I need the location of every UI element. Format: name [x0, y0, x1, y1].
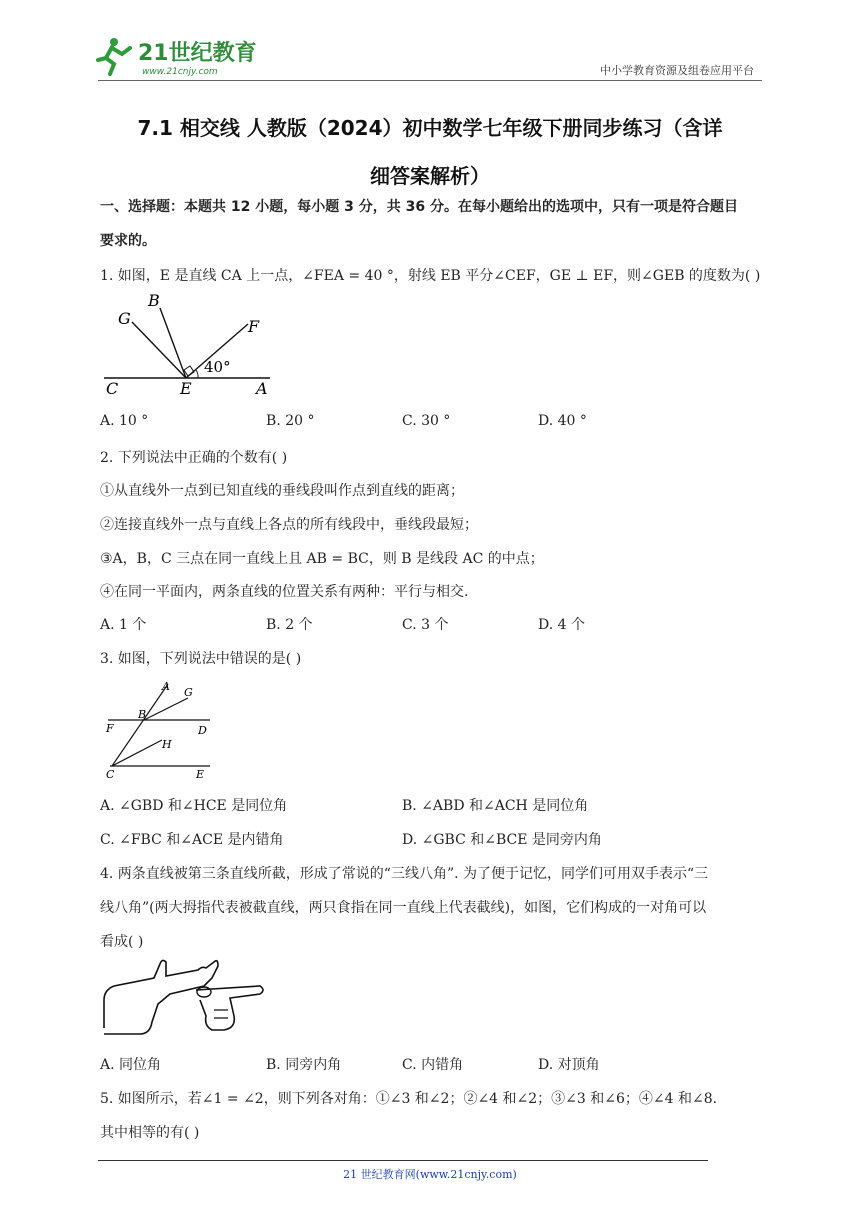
label-C: C	[106, 768, 115, 781]
q4-hands-figure	[100, 956, 270, 1040]
runner-icon	[98, 38, 130, 74]
label-B: B	[138, 708, 147, 721]
q2-option-b[interactable]: B. 2 个	[266, 617, 313, 633]
q3-option-b[interactable]: B. ∠ABD 和∠ACH 是同位角	[402, 798, 589, 814]
q4-option-a[interactable]: A. 同位角	[100, 1057, 162, 1073]
section-heading-line2: 要求的。	[100, 233, 156, 249]
label-B: B	[148, 291, 160, 310]
footer-divider	[98, 1160, 708, 1161]
logo-text: 21世纪教育	[138, 41, 256, 66]
q5-stem-line1: 5. 如图所示，若∠1 = ∠2，则下列各对角：①∠3 和∠2；②∠4 和∠2；③∠3 和∠6；④∠4 和∠8.	[100, 1091, 718, 1107]
q4-option-d[interactable]: D. 对顶角	[538, 1057, 600, 1073]
q2-option-d[interactable]: D. 4 个	[538, 617, 585, 633]
q4-stem-line3: 看成( )	[100, 934, 144, 950]
q3-option-a[interactable]: A. ∠GBD 和∠HCE 是同位角	[100, 798, 288, 814]
section-heading-line1: 一、选择题：本题共 12 小题，每小题 3 分，共 36 分。在每小题给出的选项中，只有一项是符合题目	[100, 199, 738, 215]
q3-stem: 3. 如图，下列说法中错误的是( )	[100, 651, 302, 667]
title-line-2: 细答案解析）	[370, 164, 490, 188]
q2-item-1: ①从直线外一点到已知直线的垂线段叫作点到直线的距离；	[100, 483, 464, 499]
logo-url: www.21cnjy.com	[142, 67, 218, 77]
q1-option-a[interactable]: A. 10 °	[100, 413, 149, 429]
label-E: E	[196, 768, 205, 781]
footer-text[interactable]: 21 世纪教育网(www.21cnjy.com)	[343, 1168, 517, 1181]
q1-option-b[interactable]: B. 20 °	[266, 413, 315, 429]
q2-option-c[interactable]: C. 3 个	[402, 617, 449, 633]
q3-option-d[interactable]: D. ∠GBC 和∠BCE 是同旁内角	[402, 832, 602, 848]
q1-stem: 1. 如图，E 是直线 CA 上一点，∠FEA = 40 °，射线 EB 平分∠CEF，GE ⊥ EF，则∠GEB 的度数为( )	[100, 268, 761, 284]
q2-item-4: ④在同一平面内，两条直线的位置关系有两种：平行与相交.	[100, 584, 469, 600]
q2-option-a[interactable]: A. 1 个	[100, 617, 147, 633]
label-G: G	[118, 309, 131, 328]
q4-option-b[interactable]: B. 同旁内角	[266, 1057, 342, 1073]
header-divider	[98, 80, 762, 81]
q2-item-2: ②连接直线外一点与直线上各点的所有线段中，垂线段最短；	[100, 517, 478, 533]
q2-item-3: ③A，B，C 三点在同一直线上且 AB = BC，则 B 是线段 AC 的中点；	[100, 551, 544, 567]
q1-option-c[interactable]: C. 30 °	[402, 413, 451, 429]
angle-label: 40°	[204, 358, 231, 376]
label-F: F	[248, 317, 260, 336]
label-C: C	[106, 379, 119, 398]
platform-name: 中小学教育资源及组卷应用平台	[600, 64, 754, 77]
label-A: A	[256, 379, 268, 398]
page-title	[98, 104, 762, 200]
label-G: G	[184, 686, 193, 699]
title-line-1: 7.1 相交线 人教版（2024）初中数学七年级下册同步练习（含详	[137, 116, 723, 140]
site-logo	[96, 34, 256, 78]
label-E: E	[180, 379, 192, 398]
label-H: H	[162, 738, 172, 751]
q1-option-d[interactable]: D. 40 °	[538, 413, 587, 429]
q2-stem: 2. 下列说法中正确的个数有( )	[100, 450, 288, 466]
q3-figure	[100, 676, 220, 782]
q4-stem-line1: 4. 两条直线被第三条直线所截，形成了常说的“三线八角”. 为了便于记忆，同学们可用双手表示“三	[100, 866, 709, 882]
label-F: F	[106, 722, 114, 735]
q5-stem-line2: 其中相等的有( )	[100, 1125, 200, 1141]
q1-figure	[100, 288, 280, 400]
q3-option-c[interactable]: C. ∠FBC 和∠ACE 是内错角	[100, 832, 284, 848]
label-D: D	[198, 724, 207, 737]
q4-option-c[interactable]: C. 内错角	[402, 1057, 464, 1073]
q4-stem-line2: 线八角”(两大拇指代表被截直线，两只食指在同一直线上代表截线)，如图，它们构成的一对角可以	[100, 900, 707, 916]
label-A: A	[162, 680, 170, 693]
